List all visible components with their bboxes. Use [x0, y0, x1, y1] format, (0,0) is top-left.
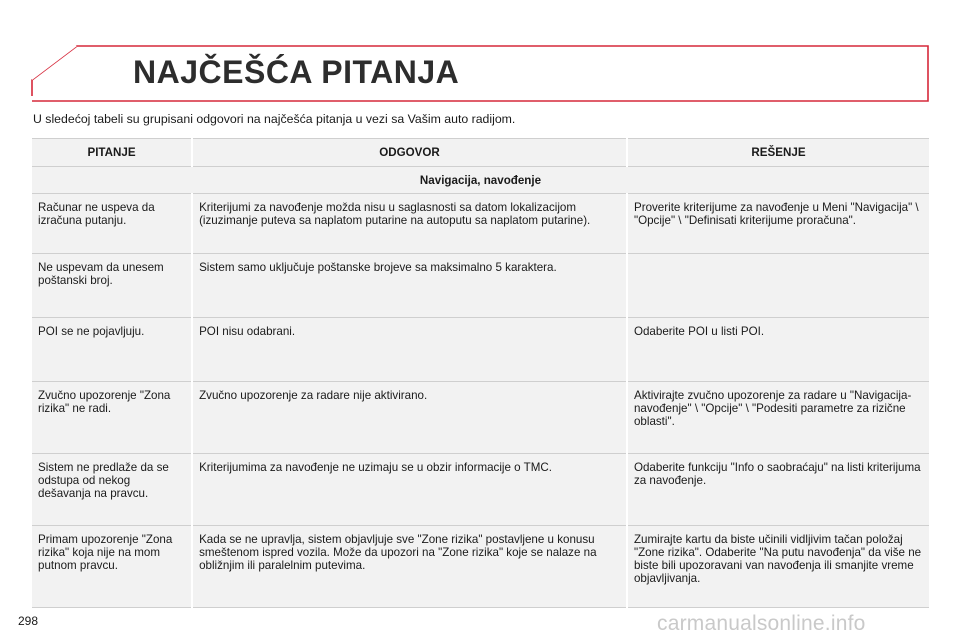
question-cell: Primam upozorenje "Zona rizika" koja nije na mom putnom pravcu.: [38, 533, 173, 572]
answer-cell: Kriterijumi za navođenje možda nisu u saglasnosti sa datom lokalizacijom (izuzimanje puteva sa naplatom putarine na autoputu sa naplatom putarine).: [199, 201, 591, 227]
solution-cell: Proverite kriterijume za navođenje u Meni "Navigacija" \ "Opcije" \ "Definisati kriterijume proračuna".: [633, 201, 919, 227]
column-header-question: PITANJE: [32, 139, 192, 167]
answer-cell: Kada se ne upravlja, sistem objavljuje sve "Zone rizika" postavljene u konusu smeštenom ispred vozila. Može da upozori na "Zone rizika" koje se nalaze na obližnjim ili paralelnim putevima.: [199, 533, 597, 572]
page-title: NAJČEŠĆA PITANJA: [133, 54, 460, 90]
column-header-solution: REŠENJE: [627, 139, 929, 167]
section-title: Navigacija, navođenje: [32, 167, 929, 194]
question-cell: Zvučno upozorenje "Zona rizika" ne radi.: [38, 389, 171, 415]
answer-cell: Kriterijumima za navođenje ne uzimaju se u obzir informacije o TMC.: [199, 461, 552, 474]
question-cell: POI se ne pojavljuju.: [38, 325, 145, 338]
table-header-row: [32, 139, 929, 167]
solution-cell: Odaberite POI u listi POI.: [633, 325, 765, 338]
page-number: 298: [18, 614, 39, 628]
question-cell: Sistem ne predlaže da se odstupa od nekog dešavanja na pravcu.: [38, 461, 169, 500]
answer-cell: Zvučno upozorenje za radare nije aktivirano.: [199, 389, 428, 402]
intro-text: U sledećoj tabeli su grupisani odgovori na najčešća pitanja u vezi sa Vašim auto radijom.: [33, 112, 516, 126]
answer-cell: Sistem samo uključuje poštanske brojeve sa maksimalno 5 karaktera.: [199, 261, 557, 274]
table-row: [32, 382, 929, 454]
table-row: [32, 454, 929, 526]
watermark: carmanualsonline.info: [657, 612, 866, 635]
solution-cell: Zumirajte kartu da biste učinili vidljivim tačan položaj "Zone rizika". Odaberite "Na putu navođenja" da više ne biste bili upozoravani van navođenja ili smanjite vreme objavljivanja.: [633, 533, 922, 585]
column-header-answer: ODGOVOR: [192, 139, 627, 167]
question-cell: Ne uspevam da unesem poštanski broj.: [38, 261, 164, 287]
faq-table: [32, 138, 929, 608]
question-cell: Računar ne uspeva da izračuna putanju.: [38, 201, 155, 227]
solution-cell: Aktivirajte zvučno upozorenje za radare u "Navigacija- navođenje" \ "Opcije" \ "Podesiti parametre za rizične oblasti".: [633, 389, 912, 428]
table-row: [32, 526, 929, 608]
solution-cell: [628, 254, 929, 267]
table-row: [32, 318, 929, 382]
solution-cell: Odaberite funkciju "Info o saobraćaju" na listi kriterijuma za navođenje.: [633, 461, 921, 487]
answer-cell: POI nisu odabrani.: [199, 325, 296, 338]
section-row: [32, 167, 929, 194]
table-row: [32, 194, 929, 254]
table-row: [32, 254, 929, 318]
